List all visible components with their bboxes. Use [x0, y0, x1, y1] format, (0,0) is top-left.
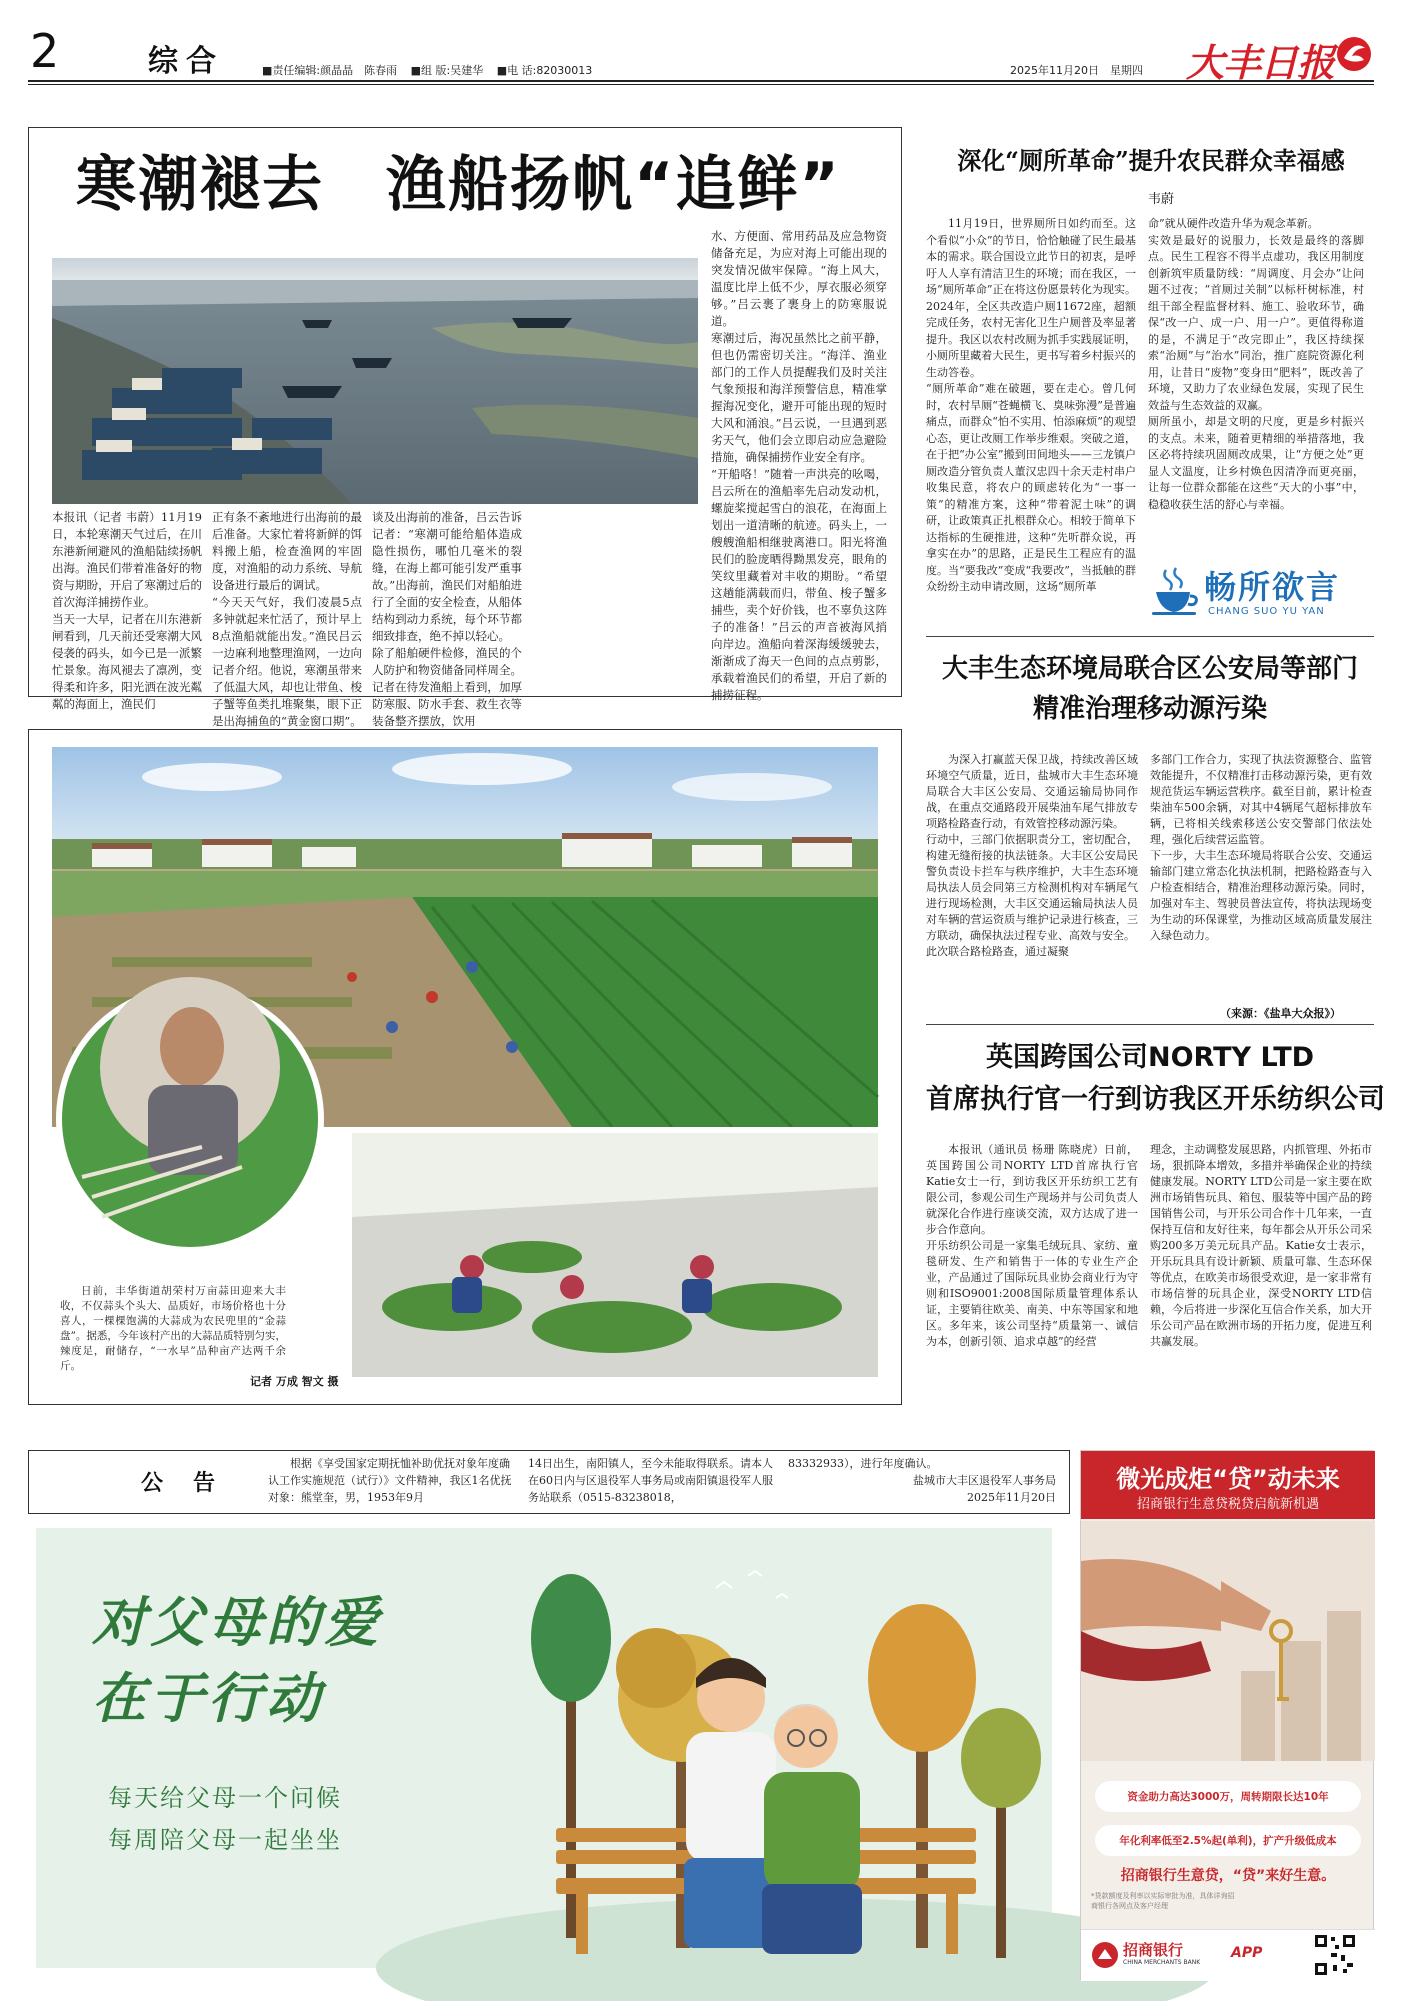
bank-feature-2: 年化利率低至2.5%起(单利)，扩产升级低成本 — [1095, 1825, 1361, 1856]
lead-col-1 — [52, 509, 202, 711]
lead-body-col3: 谈及出海前的准备，吕云告诉记者：“寒潮可能给船体造成隐性损伤，哪怕几毫米的裂缝，在海上都可能引发严重事故。”出海前，渔民们对船舶进行了全面的安全检查，从船体结构到动力系统，每个环节都细致排查，绝不掉以轻心。 除了船舶硬件检修，渔民的个人防护和物资储备同样周全。记者在待发渔船上看到，加厚防寒服、防水手套、救生衣等装备整齐摆放，饮用 — [372, 510, 522, 728]
notice-label: 公 告 — [140, 1471, 219, 1496]
photo-credit: 记者 万成 智文 摄 — [250, 1375, 339, 1388]
eco-headline-2: 精准治理移动源污染 — [1032, 694, 1267, 724]
column-logo-title: 畅所欲言 — [1204, 568, 1341, 606]
masthead-rule-thin — [28, 84, 1374, 85]
bank-illustration — [1081, 1521, 1375, 1761]
bank-tagline: 招商银行生意贷，“贷”来好生意。 — [1120, 1868, 1336, 1884]
toilet-author: 韦蔚 — [1148, 192, 1175, 207]
bank-name: 招商银行 — [1123, 1941, 1184, 1959]
column-logo — [1152, 556, 1372, 628]
norty-col-1 — [926, 1142, 1138, 1398]
layout-editor: ■组 版:吴建华 — [410, 64, 484, 77]
norty-body-col1: 本报讯（通讯员 杨珊 陈晓虎）日前，英国跨国公司NORTY LTD首席执行官Katie女士一行，到访我区开乐纺织工艺有限公司，参观公司生产现场并与公司负责人就深化合作进行座谈交流，双方达成了进一步合作意向。 开乐纺织公司是一家集毛绒玩具、家纺、童毯研发、生产和销售于一体的专业生产企业，产品通过了国际玩具业协会商业行为守则和ISO9001:2008国际质量管理体系认证，主要销往欧美、南美、中东等国家和地区。多年来，该公司坚持“质量第一、诚信为本，创新引领、追求卓越”的经营 — [926, 1143, 1138, 1348]
paper-emblem-icon — [1334, 34, 1374, 74]
column-logo-pinyin: CHANG SUO YU YAN — [1208, 606, 1325, 617]
eco-headline-1: 大丰生态环境局联合区公安局等部门 — [941, 654, 1358, 684]
norty-col-2 — [1150, 1142, 1372, 1398]
lead-body-col4: 水、方便面、常用药品及应急物资储备充足，为应对海上可能出现的突发情况做牢保障。“海上风大，温度比岸上低不少，厚衣服必须穿够。”吕云裹了裹身上的防寒服说道。 寒潮过后，海况虽然比之前平静，但也仍需密切关注。“海洋、渔业部门的工作人员提醒我们及时关注气象预报和海洋预警信息，精准掌握海况变化，避开可能出现的短时大风和涌浪。”吕云说，一旦遇到恶劣天气，他们会立即启动应急避险措施，确保捕捞作业安全有序。 “开船咯！”随着一声洪亮的吆喝，吕云所在的渔船率先启动发动机，螺旋桨搅起雪白的浪花，在海面上划出一道清晰的航迹。码头上，一艘艘渔船相继驶离港口。阳光将渔民们的脸庞晒得黝黑发亮，眼角的笑纹里藏着对丰收的期盼。“希望这趟能满载而归，带鱼、梭子蟹多捕些，卖个好价钱，也不辜负这阵子的准备！”吕云的声音被海风捎向岸边。渔船向着深海缓缓驶去，渐渐成了海天一色间的点点剪影，承载着渔民们的希望，开启了新的捕捞征程。 — [711, 229, 887, 702]
bank-subtitle: 招商银行生意贷税贷启航新机遇 — [1136, 1497, 1319, 1512]
lead-headline: 寒潮褪去 渔船扬帆“追鲜” — [76, 150, 841, 220]
section-title: 综合 — [148, 44, 224, 79]
bank-fine-print: *贷款额度及利率以实际审批为准，具体详询招商银行各网点及客户经理 — [1091, 1892, 1235, 1910]
psa-line-1: 每天给父母一个问候 — [108, 1784, 342, 1812]
psa-title-2: 在于行动 — [92, 1667, 324, 1730]
eco-col-2 — [1150, 752, 1372, 1002]
psa-line-2: 每周陪父母一起坐坐 — [108, 1826, 342, 1854]
notice-col-1 — [268, 1455, 520, 1511]
page-number: 2 — [30, 24, 60, 78]
lead-body-col1: 本报讯（记者 韦蔚）11月19日，本轮寒潮天气过后，在川东港新闸避风的渔船陆续扬帆出海。渔民们带着准备好的物资与期盼，开启了寒潮过后的首次海洋捕捞作业。 当天一大早，记者在川东港新闸看到，几天前还受寒潮大风侵袭的码头，如今已是一派繁忙景象。海风褪去了凛冽，变得柔和许多，阳光洒在波光粼粼的海面上，渔民们 — [52, 510, 202, 711]
notice-date: 2025年11月20日 — [967, 1491, 1056, 1504]
lead-col-4 — [711, 228, 887, 702]
masthead-rule — [28, 80, 1374, 82]
notice-text-col2: 14日出生，南阳镇人，至今未能取得联系。请本人在60日内与区退役军人事务局或南阳镇退役军人服务站联系（0515-83238018， — [528, 1457, 773, 1504]
harbor-photo — [52, 258, 698, 504]
eco-body-col1: 为深入打赢蓝天保卫战，持续改善区域环境空气质量，近日，盐城市大丰生态环境局联合大丰区公安局、交通运输局协同作战，在重点交通路段开展柴油车尾气排放专项路检路查行动，有效管控移动源污染。 行动中，三部门依据职责分工，密切配合，构建无缝衔接的执法链条。大丰区公安局民警负责设卡拦车与秩序维护，大丰生态环境局执法人员会同第三方检测机构对车辆尾气进行现场检测，大丰区交通运输局执法人员对车辆的营运资质与维护记录进行核查，三方联动，确保执法过程专业、高效与安全。 此次联合路检路查，通过凝聚 — [926, 753, 1138, 958]
bank-ad — [1080, 1450, 1374, 1980]
paper-name: 大丰日报 — [1186, 40, 1335, 85]
editor-credits — [262, 62, 592, 78]
bank-slogan: 微光成炬“贷”动未来 — [1116, 1465, 1340, 1493]
eco-source: （来源：《盐阜大众报》） — [1220, 1007, 1341, 1020]
paper-logo — [1186, 30, 1376, 85]
cmb-logo-icon — [1091, 1941, 1119, 1969]
toilet-headline: 深化“厕所革命”提升农民群众幸福感 — [957, 146, 1345, 175]
norty-body-col2: 理念，主动调整发展思路，内抓管理、外拓市场，狠抓降本增效，多措并举确保企业的持续健康发展。NORTY LTD公司是一家主要在欧洲市场销售玩具、箱包、服装等中国产品的跨国销售公司，与开乐公司合作十几年来，一直保持互信和友好往来，每年都会从开乐公司采购200多万美元玩具产品。Katie女士表示，开乐玩具具有设计新颖、质量可靠、生态环保等优点，在欧美市场很受欢迎，是一家非常有市场信誉的玩具企业，深受NORTY LTD信赖，今后将进一步深化互信合作关系，加大开乐公司产品在欧洲市场的开拓力度，促进互利共赢发展。 — [1150, 1143, 1372, 1348]
lead-col-3 — [372, 509, 522, 728]
rule-eco-norty — [926, 1024, 1374, 1025]
editors: ■责任编辑:颜晶晶 陈春雨 — [262, 64, 398, 77]
eco-body-col2: 多部门工作合力，实现了执法资源整合、监管效能提升，不仅精准打击移动源污染，更有效规范货运车辆运营秩序。截至目前，累计检查柴油车500余辆，对其中4辆尾气超标排放车辆，已将相关线索移送公安交警部门依法处理，强化后续营运监管。 下一步，大丰生态环境局将联合公安、交通运输部门建立常态化执法机制，把路检路查与入户检查相结合，精准治理移动源污染。同时，加强对车主、驾驶员普法宣传，将执法现场变为生动的环保课堂，为推动区域高质量发展注入绿色动力。 — [1150, 753, 1372, 942]
toilet-body-col1: 11月19日，世界厕所日如约而至。这个看似“小众”的节日，恰恰触碰了民生最基本的需求。联合国设立此节日的初衷，是呼吁人人享有清洁卫生的环境；而在我区，一场“厕所革命”正在将这份愿景转化为现实。2024年，全区共改造户厕11672座，超额完成任务，农村无害化卫生户厕普及率显著提升。我区以农村改厕为抓手实践展证明，小厕所里藏着大民生，更书写着乡村振兴的生动答卷。 “厕所革命”难在破题，要在走心。曾几何时，农村旱厕“苍蝇横飞、臭味弥漫”是普遍痛点，而群众“怕不实用、怕添麻烦”的观望心态，更让改厕工作举步维艰。突破之道，在于把“办公室”搬到田间地头——三龙镇户厕改造分管负责人董汉忠四十余天走村串户收集民意，将农户的顾虑转化为“一事一策”的精准方案，这种“带着泥土味”的调研，让政策真正扎根群众心。相较于简单下达指标的生硬推进，这种“先听群众说，再拿实在办”的思路，正是民生工程应有的温度。当“要我改”变成“我要改”，当抵触的群众纷纷主动申请改厕，这场“厕所革 — [926, 217, 1136, 593]
phone: ■电 话:82030013 — [496, 64, 593, 77]
lead-col-2 — [212, 509, 362, 728]
rule-toilet-eco — [926, 636, 1374, 637]
norty-headline-2: 首席执行官一行到访我区开乐纺织公司 — [926, 1084, 1385, 1115]
toilet-col-1 — [926, 216, 1136, 662]
psa-title-1: 对父母的爱 — [92, 1591, 382, 1654]
teacup-icon — [1152, 564, 1200, 616]
photo-caption: 日前，丰华街道胡荣村万亩蒜田迎来大丰收，不仅蒜头个头大、品质好，市场价格也十分喜人，一棵棵饱满的大蒜成为农民兜里的“金蒜盘”。据悉，今年该村产出的大蒜品质特别匀实，辣度足，耐储存，“一水早”品种亩产达两千余斤。 — [60, 1285, 286, 1372]
lead-body-col2: 正有条不紊地进行出海前的最后准备。大家忙着将新鲜的饵料搬上船，检查渔网的牢固度，对渔船的动力系统、导航设备进行最后的调试。 “今天天气好，我们凌晨5点多钟就起来忙活了，预计早上8点渔船就能出发。”渔民吕云一边麻利地整理渔网，一边向记者介绍。他说，寒潮虽带来了低温大风，却也让带鱼、梭子蟹等鱼类扎堆聚集，眼下正是出海捕鱼的“黄金窗口期”。 — [212, 510, 362, 728]
eco-col-1 — [926, 752, 1138, 1022]
photo-caption-col — [60, 1284, 286, 1374]
notice-text-col3: 83332933），进行年度确认。 — [788, 1457, 938, 1470]
notice-signer: 盐城市大丰区退役军人事务局 — [913, 1474, 1056, 1487]
toilet-col-2 — [1148, 216, 1364, 550]
issue-date: 2025年11月20日 星期四 — [1010, 64, 1143, 77]
qr-code-icon — [1313, 1933, 1357, 1977]
notice-text-col1: 根据《享受国家定期抚恤补助优抚对象年度确认工作实施规范（试行）》文件精神，我区1名优抚对象：熊堂奎，男，1953年9月 — [268, 1457, 512, 1504]
psa-ad — [36, 1528, 1052, 1968]
notice-col-3 — [788, 1455, 1062, 1511]
bank-app-label: APP — [1231, 1945, 1263, 1961]
norty-headline-1: 英国跨国公司NORTY LTD — [985, 1042, 1315, 1073]
toilet-body-col2: 命”就从硬件改造升华为观念革新。 实效是最好的说服力，长效是最终的落脚点。民生工程容不得半点虚功，我区用制度创新筑牢质量防线：“周调度、月会办”让问题不过夜；“首厕过关制”以标杆树标准，村组干部全程监督材料、施工、验收环节，确保“改一户、成一户、用一户”。更值得称道的是，不满足于“改完即止”，我区持续探索“治厕”与“治水”同治，推广庭院资源化利用，让昔日“废物”变身田“肥料”，既改善了环境，又助力了农业绿色发展，实现了民生效益与生态效益的双赢。 厕所虽小，却是文明的尺度，更是乡村振兴的支点。未来，随着更精细的举措落地，我区必将持续巩固厕改成果，让“方便之处”更显人文温度，让乡村焕色因清净而更亮丽，让每一位群众都能在这些“天大的小事”中，稳稳收获生活的舒心与幸福。 — [1148, 217, 1364, 511]
garlic-field-photo — [52, 747, 878, 1377]
bank-name-en: CHINA MERCHANTS BANK — [1123, 1959, 1201, 1966]
bank-feature-1: 资金助力高达3000万，周转期限长达10年 — [1095, 1781, 1361, 1812]
notice-col-2 — [528, 1455, 780, 1511]
